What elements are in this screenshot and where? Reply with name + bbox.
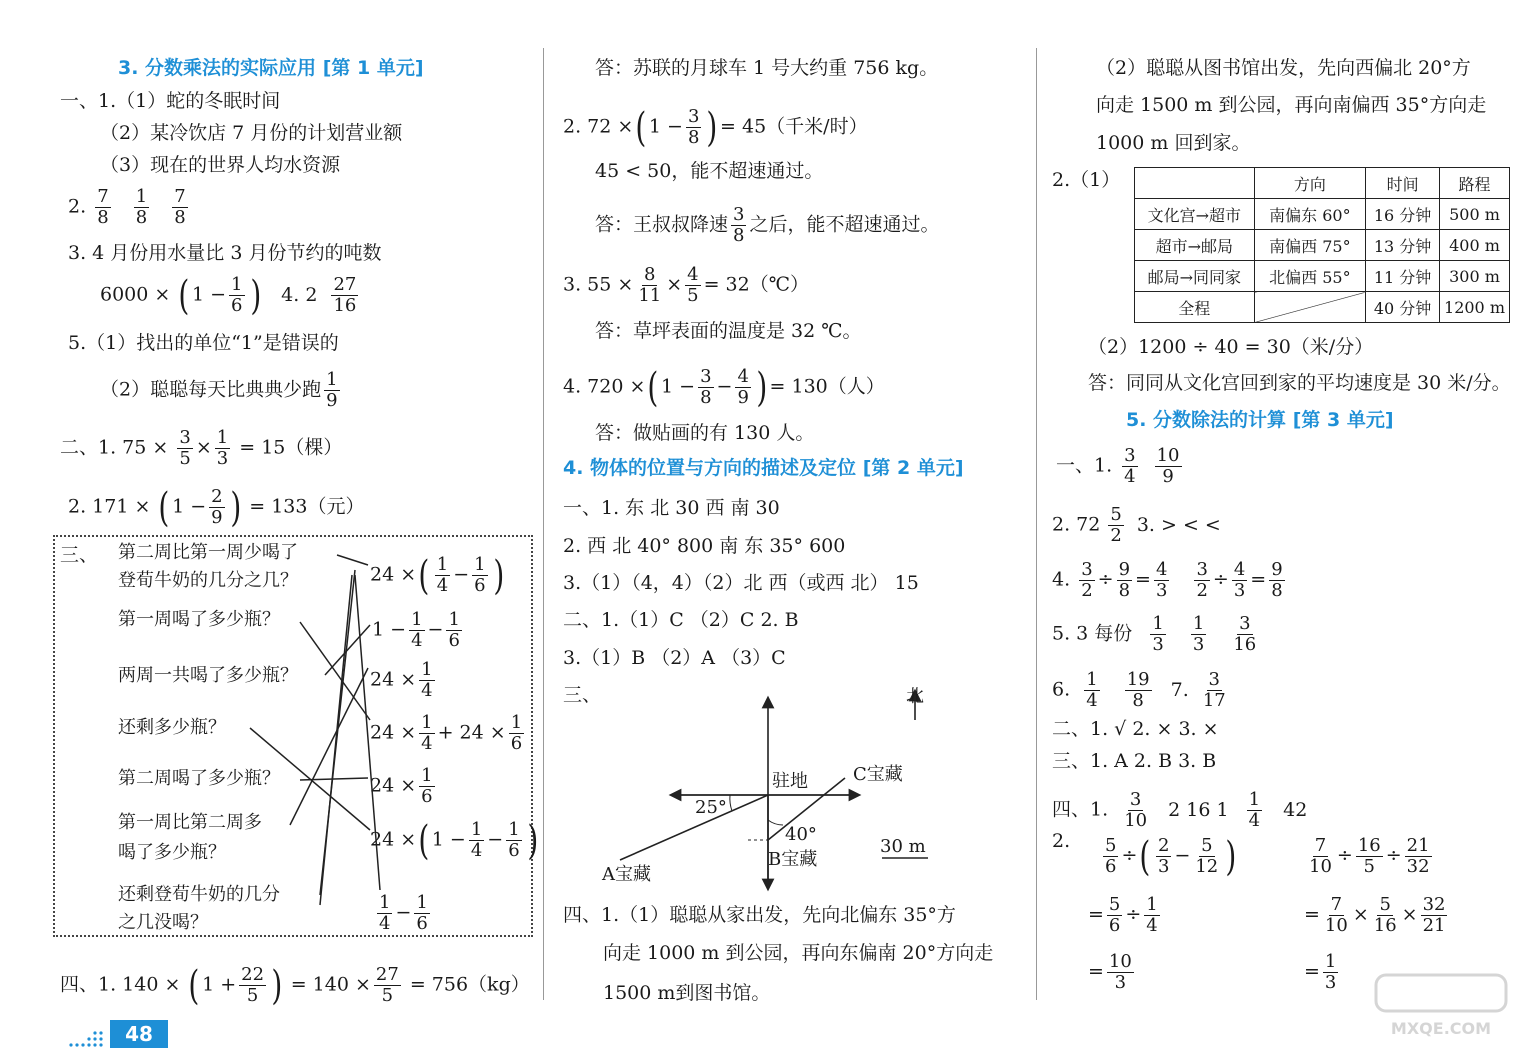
answer-line: 2. 171 × ( 1 − $\frac{2}{9}$ ) = 133（元） [68, 484, 365, 531]
table-cell: 11 分钟 [1366, 261, 1440, 292]
answer-line: 2. $\frac{7}{8}$ $\frac{1}{8}$ $\frac{7}{8}$ [68, 186, 186, 228]
answer-line: 6000 × ( 1 − $\frac{1}{6}$ ) 4. 2 $\frac{27}{16}$ [100, 272, 357, 319]
table-cell: 300 m [1440, 261, 1510, 292]
table-row [1135, 261, 1510, 292]
match-question: 第一周喝了多少瓶？ [118, 609, 280, 630]
answer-line: 45 < 50，能不超速通过。 [595, 160, 824, 182]
answer-line: （2）1200 ÷ 40 = 30（米/分） [1088, 336, 1374, 358]
scale-label: 30 m [880, 836, 926, 857]
answer-line: = $\frac{10}{3}$ [1088, 951, 1132, 993]
section-3-heading: 3. 分数乘法的实际应用 [第 1 单元] [118, 57, 424, 79]
table-header-cell: 路程 [1440, 168, 1510, 199]
table-cell: 1200 m [1440, 292, 1510, 323]
answer-line: 2. 72 $\frac{5}{2}$ 3. > < < [1052, 504, 1221, 546]
answer-line: 3.（1）（4，4）（2）北 西（或西 北） 15 [563, 572, 919, 594]
answer-line: 一、1.（1）蛇的冬眠时间 [60, 90, 281, 112]
table-cell: 13 分钟 [1366, 230, 1440, 261]
table-cell: 文化宫→超市 [1135, 199, 1255, 230]
match-expression: 24 × $\frac{1}{4}$ + 24 × $\frac{1}{6}$ [370, 712, 523, 754]
match-expression: 1 − $\frac{1}{4}$ − $\frac{1}{6}$ [372, 609, 460, 651]
treasure-b-label: B宝藏 [768, 849, 818, 870]
match-expression: 24 × $\frac{1}{6}$ [370, 765, 433, 807]
match-question: 喝了多少瓶？ [118, 842, 226, 863]
table-row [1135, 230, 1510, 261]
direction-map [590, 680, 950, 895]
match-expression: 24 ×( $\frac{1}{4}$ − $\frac{1}{6}$ ) [370, 552, 504, 599]
match-expression: 24 × $\frac{1}{4}$ [370, 659, 433, 701]
table-header-cell: 方向 [1254, 168, 1366, 199]
answer-line: 5.（1）找出的单位“1”是错误的 [68, 332, 339, 354]
answer-line: 3. 4 月份用水量比 3 月份节约的吨数 [68, 242, 382, 264]
table-cell: 400 m [1440, 230, 1510, 261]
match-question: 还剩登荀牛奶的几分 [118, 884, 280, 905]
section-4-heading: 4. 物体的位置与方向的描述及定位 [第 2 单元] [563, 457, 964, 479]
match-expression: $\frac{1}{4}$ − $\frac{1}{6}$ [379, 892, 428, 934]
answer-line: 3. 55 × $\frac{8}{11}$ × $\frac{4}{5}$ = 32（℃） [563, 264, 809, 306]
answer-line: 三、1. A 2. B 3. B [1052, 750, 1217, 772]
answer-line: （2）某冷饮店 7 月份的计划营业额 [100, 122, 403, 144]
match-question: 两周一共喝了多少瓶？ [118, 665, 298, 686]
camp-label: 驻地 [772, 771, 808, 792]
answer-line: 4. $\frac{3}{2}$ ÷ $\frac{9}{8}$ = $\frac{4}{3}$ $\frac{3}{2}$ ÷ $\frac{4}{3}$ = $\frac{9}{8}$ [1052, 559, 1283, 601]
page-decoration-dots [68, 1030, 108, 1048]
answer-line: 答：做贴画的有 130 人。 [595, 422, 815, 444]
answer-line: 三、 [60, 544, 99, 566]
watermark-text: MXQE.COM [1390, 1019, 1492, 1038]
column-3 [1048, 0, 1528, 1000]
table-cell: 南偏西 75° [1254, 230, 1366, 261]
treasure-c-label: C宝藏 [853, 764, 903, 785]
table-cell-slash [1254, 292, 1366, 323]
answer-line: 二、1. √ 2. × 3. × [1052, 718, 1219, 740]
answer-line: 答：苏联的月球车 1 号大约重 756 kg。 [595, 57, 939, 79]
treasure-a-label: A宝藏 [602, 864, 651, 885]
answer-line: 答：王叔叔降速 $\frac{3}{8}$ 之后，能不超速通过。 [595, 204, 940, 246]
answer-line: 6. $\frac{1}{4}$ $\frac{19}{8}$ 7. $\frac{3}{17}$ [1052, 669, 1226, 711]
table-header-cell: 时间 [1366, 168, 1440, 199]
answer-line: 一、1. $\frac{3}{4}$ $\frac{10}{9}$ [1056, 445, 1180, 487]
answer-line: 5. 3 每份 $\frac{1}{3}$ $\frac{1}{3}$ $\frac{3}{16}$ [1052, 613, 1257, 655]
answer-line: 答：同同从文化宫回到家的平均速度是 30 米/分。 [1088, 372, 1511, 394]
answer-line: 二、1.（1）C （2）C 2. B [563, 609, 799, 631]
match-question: 第二周喝了多少瓶？ [118, 768, 280, 789]
answer-line: 一、1. 东 北 30 西 南 30 [563, 497, 780, 519]
table-cell: 16 分钟 [1366, 199, 1440, 230]
answer-line: 向走 1500 m 到公园，再向南偏西 35°方向走 [1096, 94, 1487, 116]
answer-line: 四、1. $\frac{3}{10}$ 2 16 1 $\frac{1}{4}$ 42 [1052, 789, 1308, 831]
answer-line: 3.（1）B （2）A （3）C [563, 647, 786, 669]
table-cell: 500 m [1440, 199, 1510, 230]
match-question: 还剩多少瓶？ [118, 717, 226, 738]
table-cell: 超市→邮局 [1135, 230, 1255, 261]
table-row [1135, 292, 1510, 323]
table-row [1135, 199, 1510, 230]
answer-line: （3）现在的世界人均水资源 [100, 154, 341, 176]
table-cell: 全程 [1135, 292, 1255, 323]
answer-line: 向走 1000 m 到公园，再向东偏南 20°方向走 [603, 942, 994, 964]
answer-line: 2. 72 ×( 1 − $\frac{3}{8}$ ) = 45（千米/时） [563, 104, 868, 151]
section-5-heading: 5. 分数除法的计算 [第 3 单元] [1126, 409, 1394, 431]
route-table [1134, 167, 1510, 323]
answer-line: 四、1.（1）聪聪从家出发，先向北偏东 35°方 [563, 904, 956, 926]
match-question: 之几没喝？ [118, 912, 208, 933]
match-question: 第二周比第一周少喝了 [118, 542, 298, 563]
answer-line: 2.（1） [1052, 169, 1121, 191]
table-cell: 40 分钟 [1366, 292, 1440, 323]
table-cell: 南偏东 60° [1254, 199, 1366, 230]
table-header-cell [1135, 168, 1255, 199]
answer-line: 4. 720 ×( 1 − $\frac{3}{8}$ − $\frac{4}{9}$ ) = 130（人） [563, 364, 885, 411]
page-number: 48 [110, 1020, 168, 1048]
angle-40-label: 40° [785, 824, 817, 845]
answer-line: 答：草坪表面的温度是 32 ℃。 [595, 320, 862, 342]
table-cell: 北偏西 55° [1254, 261, 1366, 292]
watermark-logo [1366, 970, 1516, 1040]
north-label: 北 [906, 686, 924, 707]
answer-line: 三、 [563, 684, 602, 706]
answer-line: 四、1. 140 × ( 1 + $\frac{22}{5}$ ) = 140 × $\frac{27}{5}$ = 756（kg） [60, 962, 530, 1009]
match-question: 第一周比第二周多 [118, 812, 262, 833]
answer-line: = $\frac{5}{6}$ ÷ $\frac{1}{4}$ [1088, 894, 1158, 936]
answer-line: 1000 m 回到家。 [1096, 132, 1251, 154]
answer-line: 2. 西 北 40° 800 南 东 35° 600 [563, 535, 846, 557]
answer-line: $\frac{7}{10}$ ÷ $\frac{16}{5}$ ÷ $\frac{21}{32}$ [1309, 835, 1430, 877]
match-expression: 24 ×( 1 − $\frac{1}{4}$ − $\frac{1}{6}$ ) [370, 817, 538, 864]
match-question: 登荀牛奶的几分之几？ [118, 570, 298, 591]
answer-line: （2）聪聪从图书馆出发，先向西偏北 20°方 [1096, 57, 1471, 79]
answer-line: $\frac{5}{6}$ ÷( $\frac{2}{3}$ − $\frac{5}{12}$ ) [1105, 833, 1237, 880]
answer-line: 2. [1052, 830, 1071, 852]
answer-line: （2）聪聪每天比典典少跑 $\frac{1}{9}$ [100, 369, 338, 411]
answer-line: 二、1. 75 × $\frac{3}{5}$ × $\frac{1}{3}$ = 15（棵） [60, 427, 343, 469]
table-cell: 邮局→同同家 [1135, 261, 1255, 292]
angle-25-label: 25° [695, 797, 727, 818]
answer-line: = $\frac{1}{3}$ [1304, 951, 1337, 993]
answer-line: = $\frac{7}{10}$ × $\frac{5}{16}$ × $\frac{32}{21}$ [1304, 894, 1446, 936]
answer-line: 1500 m到图书馆。 [603, 982, 771, 1004]
